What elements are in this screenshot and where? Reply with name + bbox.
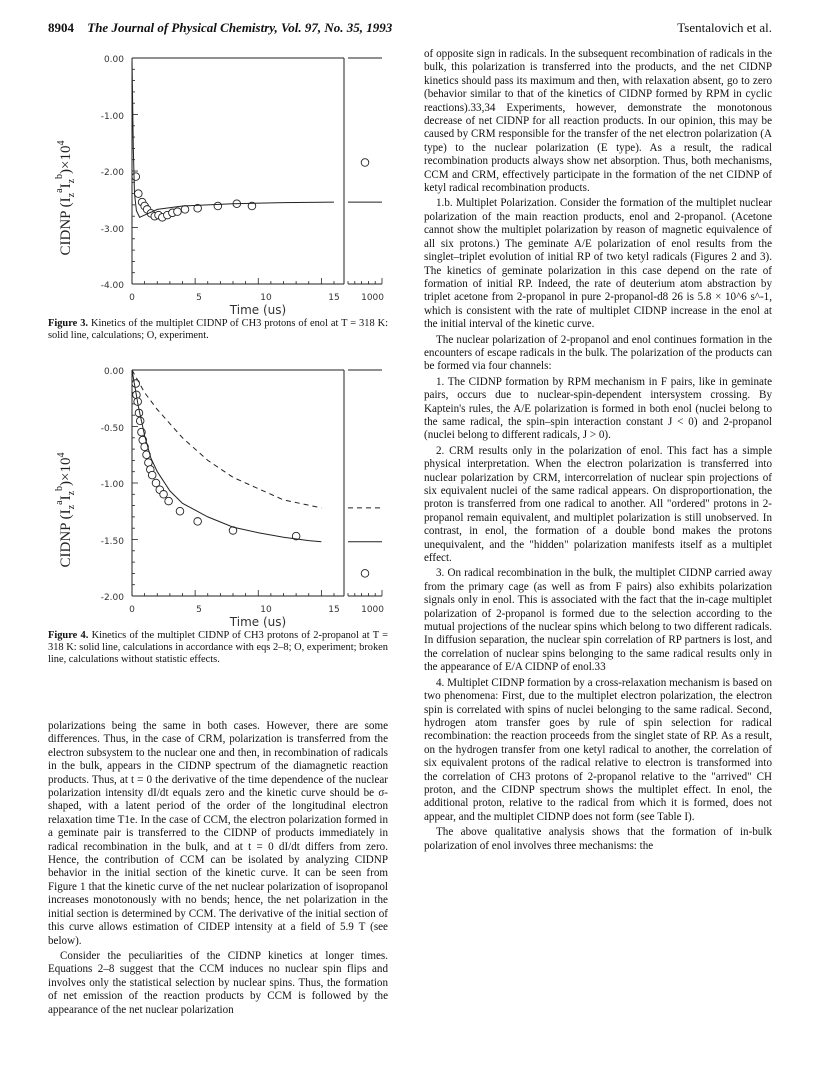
paragraph: Consider the peculiarities of the CIDNP kinetics at longer times. Equations 2–8 suggest that the CCM induces no nuclear spin flips and involves only the statistical selection by nuclear spins. Thus, the formation of net emission of the reaction products by CCM is followed by the appearance of the net nuclear polarization xyxy=(48,949,388,1016)
experiment-point xyxy=(361,570,369,578)
left-column-text xyxy=(48,720,388,1019)
paragraph: 4. Multiplet CIDNP formation by a cross-relaxation mechanism is based on two phenomena: First, due to the multiplet electron polarization, the electron spin is correlated with spins of nuclei belonging to the same radical. Second, hydrogen atom transfer goes by rule of spin selection for radical recombination: the reaction proceeds from the singlet state of RP. As a result, on the hydrogen transfer from one ketyl radical to another, the correlation of six equivalent protons of the radical relative to electron is transformed into the correlation of CH3 protons of 2-propanol relative to the "arrived" CH proton, and the CIDNP spectrum shows the multiplet effect. In enol, the additional proton, relative to the radical from which it is formed, does not appear, and the multiplet CIDNP does not form (see Table I). xyxy=(424,676,772,823)
experiment-point xyxy=(165,497,173,505)
journal-title: The Journal of Physical Chemistry, Vol. 97, No. 35, 1993 xyxy=(87,20,393,35)
y-tick-label: -1.00 xyxy=(100,112,124,122)
figure-3 xyxy=(48,48,388,342)
figure-4-caption xyxy=(48,630,388,666)
y-tick-label: 0.00 xyxy=(103,55,124,65)
calculation-solid-line xyxy=(132,58,334,217)
paragraph: 1. The CIDNP formation by RPM mechanism in F pairs, like in geminate pairs, occurs due to nuclear-spin-dependent intersystem crossing. By Kaptein's rules, the A/E polarization is formed in both enol (nuclei belong to the same radical, the spin–spin interaction constant J < 0) and 2-propanol (nuclei belong to different radicals, J > 0). xyxy=(424,375,772,442)
page-number: 8904 xyxy=(48,20,74,35)
experiment-point xyxy=(194,518,202,526)
y-tick-label: -3.00 xyxy=(100,225,124,235)
caption-label: Figure 4. xyxy=(48,630,89,641)
y-tick-label: -0.50 xyxy=(100,424,124,434)
chart-frame xyxy=(132,58,382,284)
paragraph: of opposite sign in radicals. In the subsequent recombination of radicals in the bulk, this polarization is transferred into the products, and the net CIDNP kinetics should pass its maximum and then, with relaxation absent, go to zero (behavior similar to that of the kinetics of CIDNP formed by RPM in cyclic reactions).33,34 Experiments, however, demonstrate the monotonous decrease of net CIDNP for all reaction products. In our opinion, this may be caused by CRM responsible for the transfer of the net electron polarization (A type) to the nuclear polarization (E type). As a result, the radical recombination products always show net absorption. Thus, both mechanisms, CCM and CRM, effectively participate in the formation of the net CIDNP of ketyl radical recombination products. xyxy=(424,48,772,195)
figure-3-chart xyxy=(48,48,388,316)
page-header xyxy=(48,20,772,40)
figure-3-caption xyxy=(48,318,388,342)
right-column-text xyxy=(424,48,772,855)
y-tick-label: -1.00 xyxy=(100,480,124,490)
x-tick-label: 0 xyxy=(129,605,135,615)
x-axis-label: Time (us) xyxy=(229,615,287,628)
y-tick-label: -4.00 xyxy=(100,281,124,291)
experiment-point xyxy=(136,417,144,425)
experiment-point xyxy=(148,471,156,479)
paragraph: The nuclear polarization of 2-propanol and enol continues formation in the encounters of escape radicals in the bulk. The polarization of the products can be formed via four channels: xyxy=(424,333,772,373)
x-tick-label: 5 xyxy=(196,605,202,615)
caption-label: Figure 3. xyxy=(48,318,88,329)
y-tick-label: -2.00 xyxy=(100,168,124,178)
experiment-point xyxy=(174,208,182,216)
x-tick-label: 10 xyxy=(260,605,272,615)
experiment-point xyxy=(361,159,369,167)
x-tick-label: 10 xyxy=(260,293,272,303)
x-tick-label: 1000 xyxy=(361,605,384,615)
header-left xyxy=(48,20,392,36)
caption-text: Kinetics of the multiplet CIDNP of CH3 protons of enol at T = 318 K: solid line, calculations; O, experiment. xyxy=(48,318,388,341)
paragraph: 3. On radical recombination in the bulk, the multiplet CIDNP carried away from the primary cage (as well as from F pairs) also exhibits polarization signals only in enol. This is associated with the fact that the in-cage multiplet polarization of 2-propanol is formed due to the selection according to the mutual projections of the nuclear spins which belong to two different radicals. In diffusion separation, the nuclear spin correlation of RP partners is lost, and the correlation of nuclear spins belonging to the same radical results only in the appearance of E/A CIDNP of enol.33 xyxy=(424,567,772,674)
y-axis-label: CIDNP $(I_z^aI_z^b)\times 10^4$ xyxy=(54,452,77,568)
experiment-point xyxy=(176,507,184,515)
experiment-point xyxy=(152,479,160,487)
paragraph: polarizations being the same in both cases. However, there are some differences. Thus, in the case of CRM, polarization is transferred from the electron subsystem to the nuclear one and then, in recombination of radicals in the bulk, appears in the CIDNP spectrum of the diamagnetic reaction products. Thus, at t = 0 the derivative of the time dependence of the nuclear polarization intensity dI/dt equals zero and the kinetic curve should be σ-shaped, with a latent period of the order of the longitudinal electron relaxation time T1e. In the case of CCM, the electron polarization formed in a geminate pair is transferred to the CIDNP of products immediately in radical recombination in the bulk, and at t = 0 dI/dt differs from zero. Hence, the contribution of CCM can be isolated by analyzing CIDNP behavior in the initial section of the kinetic curve. It can be seen from Figure 1 that the kinetic curve of the net nuclear polarization of isopropanol increases monotonously with no bends; hence, the net polarization in the initial section is determined by CCM. The derivative of the initial section of this curve allows estimation of CIDEP intensity at a field of 5.9 T (see below). xyxy=(48,720,388,947)
caption-text: Kinetics of the multiplet CIDNP of CH3 protons of 2-propanol at T = 318 K: solid line, calculations in accordance with eqs 2–8; O, experiment; broken line, calculations without statistic effects. xyxy=(48,630,388,665)
figure-4-chart xyxy=(48,360,388,628)
paragraph: 2. CRM results only in the polarization of enol. This fact has a simple physical interpretation. When the electron polarization is transferred into nuclear polarization by CRM, intercorrelation of nuclear spin projections of six equivalent nuclei of the same radical appears. On disproportionation, the proton is transferred from one radical to another. All "ordered" protons in 2-propanol remain equivalent, and multiplet polarization is still unobserved. In contrast, in enol, the formation of a double bond makes the protons unequivalent, and the "hidden" polarization manifests itself as a multiplet effect. xyxy=(424,444,772,565)
x-tick-label: 15 xyxy=(328,293,340,303)
x-axis-label: Time (us) xyxy=(229,303,287,316)
experiment-point xyxy=(135,190,143,198)
paragraph: 1.b. Multiplet Polarization. Consider the formation of the multiplet nuclear polarization of the main reaction products, enol and 2-propanol. (Acetone cannot show the multiplet polarization by reason of magnetic equivalence of all six protons.) The geminate A/E polarization of enol results from the singlet–triplet evolution of initial RP of two ketyl radicals (Figures 2 and 3). The kinetics of geminate polarization in this case depend on the rate of formation of initial RP. Indeed, the rate of deuterium atom abstraction by triplet acetone from 2-propanol in pure 2-propanol-d8 26 is 5.8 × 10^6 s^-1, which is consistent with the rate of multiplet CIDNP increase in the enol at the initial interval of the kinetic curve. xyxy=(424,197,772,331)
y-axis-label: CIDNP $(I_z^aI_z^b)\times 10^4$ xyxy=(54,140,77,256)
x-tick-label: 5 xyxy=(196,293,202,303)
x-tick-label: 15 xyxy=(328,605,340,615)
header-authors: Tsentalovich et al. xyxy=(677,20,772,35)
experiment-point xyxy=(181,206,189,214)
experiment-point xyxy=(160,491,168,499)
y-tick-label: -1.50 xyxy=(100,537,124,547)
experiment-point xyxy=(132,173,140,181)
x-tick-label: 1000 xyxy=(361,293,384,303)
y-tick-label: -2.00 xyxy=(100,593,124,603)
experiment-point xyxy=(214,202,222,210)
y-tick-label: 0.00 xyxy=(103,367,124,377)
calculation-solid-line xyxy=(132,370,321,542)
chart-frame xyxy=(132,370,382,596)
figure-4 xyxy=(48,360,388,666)
paragraph: The above qualitative analysis shows that the formation of in-bulk polarization of enol involves three mechanisms: the xyxy=(424,826,772,852)
x-tick-label: 0 xyxy=(129,293,135,303)
